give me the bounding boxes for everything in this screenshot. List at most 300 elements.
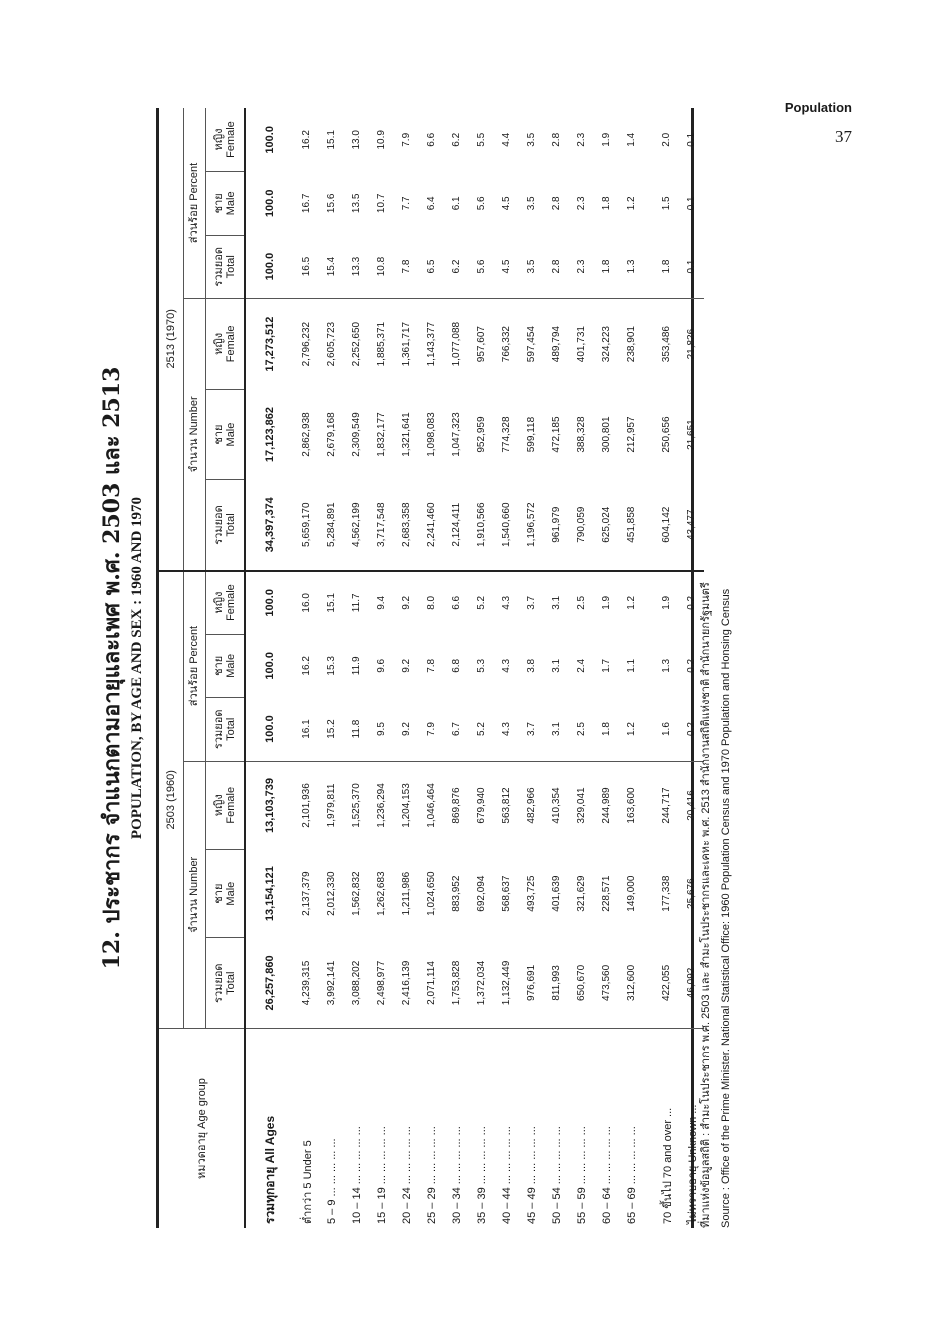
subheader-total-english: Total <box>224 255 237 279</box>
subheader-total-english: Total <box>224 717 237 741</box>
value-cell: 6.8 <box>451 658 462 673</box>
value-cell: 10.7 <box>376 193 387 214</box>
subheader-total-english: Total <box>224 513 237 537</box>
value-cell: 15.1 <box>326 130 337 150</box>
spacer-cell <box>644 389 654 480</box>
value-cell: 2.8 <box>551 259 562 274</box>
value-cell: 774,328 <box>501 416 512 453</box>
value-cell: 6.5 <box>426 259 437 274</box>
value-cell: 13.0 <box>351 130 362 150</box>
subheader-total-english: Total <box>224 971 237 995</box>
value-cell: 9.2 <box>401 722 412 736</box>
value-cell: 100.0 <box>264 189 276 218</box>
value-cell: 482,966 <box>519 761 544 849</box>
table-row <box>319 108 344 1228</box>
spacer-cell <box>644 634 654 697</box>
value-cell: 6.2 <box>451 259 462 274</box>
value-cell: 2,101,936 <box>294 761 319 849</box>
value-cell: 250,656 <box>661 416 672 453</box>
value-cell: 401,639 <box>551 875 562 912</box>
number-1960-header: จำนวน Number <box>183 761 205 1028</box>
subheader-total <box>205 235 245 298</box>
value-cell: 2,252,650 <box>344 299 369 390</box>
subheader-total <box>205 480 245 571</box>
value-cell: 10.9 <box>376 130 387 150</box>
age-group-cell: 15 – 19 ... ... ... ... ... <box>369 1029 394 1228</box>
age-group-cell: 10 – 14 ... ... ... ... ... <box>344 1029 369 1228</box>
value-cell: 563,812 <box>494 761 519 849</box>
table-title <box>98 108 148 1228</box>
value-cell: 244,717 <box>654 761 679 849</box>
age-group-cell: 60 – 64 ... ... ... ... ... <box>594 1029 619 1228</box>
table-row-total <box>245 108 294 1228</box>
value-cell: 2,124,411 <box>451 502 462 547</box>
value-cell: 25,676 <box>686 878 697 909</box>
value-cell: 957,607 <box>469 299 494 390</box>
table-row <box>619 108 644 1228</box>
value-cell: 100.0 <box>245 571 294 635</box>
value-cell: 15.6 <box>326 193 337 214</box>
value-cell: 1.7 <box>601 658 612 673</box>
page-header <box>785 100 852 147</box>
value-cell: 650,670 <box>576 964 587 1002</box>
value-cell: 5.6 <box>476 259 487 274</box>
value-cell: 5.2 <box>476 722 487 736</box>
table-row <box>344 108 369 1228</box>
age-group-cell: 50 – 54 ... ... ... ... ... <box>544 1029 569 1228</box>
value-cell: 15.1 <box>319 571 344 635</box>
subheader-male-thai: ชาย <box>212 655 225 676</box>
value-cell: 177,338 <box>661 875 672 912</box>
value-cell: 1.8 <box>601 196 612 211</box>
value-cell: 4.4 <box>501 132 512 147</box>
table-body <box>245 108 704 1228</box>
value-cell: 100.0 <box>264 715 276 743</box>
value-cell: 7.9 <box>426 722 437 736</box>
value-cell: 976,691 <box>526 964 537 1002</box>
value-cell: 1,047,323 <box>451 412 462 457</box>
value-cell: 2,071,114 <box>426 961 437 1005</box>
value-cell: 5.6 <box>476 196 487 211</box>
subheader-total-thai: รวมยอด <box>212 963 225 1003</box>
value-cell: 2.4 <box>576 658 587 673</box>
value-cell: 2,241,460 <box>426 502 437 547</box>
table-row <box>394 108 419 1228</box>
spacer-cell <box>644 235 654 298</box>
population-table-frame <box>156 108 699 1228</box>
value-cell: 15.4 <box>326 256 337 277</box>
subheader-female-english: Female <box>224 584 237 621</box>
value-cell: 6.7 <box>451 722 462 736</box>
value-cell: 766,332 <box>494 299 519 390</box>
value-cell: 1.8 <box>661 259 672 274</box>
value-cell: 679,940 <box>469 761 494 849</box>
subheader-male-thai: ชาย <box>212 193 225 214</box>
value-cell: 388,328 <box>576 416 587 453</box>
value-cell: 324,223 <box>594 299 619 390</box>
value-cell: 4.5 <box>501 259 512 274</box>
value-cell: 473,560 <box>601 964 612 1002</box>
value-cell: 0.1 <box>686 259 697 274</box>
value-cell: 472,185 <box>551 416 562 453</box>
value-cell: 11.8 <box>351 719 362 739</box>
spacer-cell <box>644 108 654 172</box>
value-cell: 2,012,330 <box>326 871 337 916</box>
table-row <box>594 108 619 1228</box>
value-cell: 9.2 <box>394 571 419 635</box>
subheader-total-thai: รวมยอด <box>212 709 225 750</box>
value-cell: 16.5 <box>301 256 312 277</box>
value-cell: 1.6 <box>661 722 672 736</box>
value-cell: 493,725 <box>526 875 537 912</box>
value-cell: 0.2 <box>686 722 697 736</box>
value-cell: 1,372,034 <box>476 960 487 1006</box>
subheader-male <box>205 634 245 697</box>
value-cell: 1.9 <box>601 132 612 147</box>
value-cell: 2.3 <box>576 196 587 211</box>
value-cell: 26,257,860 <box>264 955 276 1011</box>
value-cell: 625,024 <box>601 506 612 543</box>
value-cell: 9.2 <box>401 658 412 673</box>
value-cell: 1,262,683 <box>376 871 387 916</box>
subheader-male-english: Male <box>224 422 237 447</box>
value-cell: 3.8 <box>526 658 537 673</box>
value-cell: 7.8 <box>401 259 412 274</box>
table-row <box>654 108 679 1228</box>
year-1970-header: 2513 (1970) <box>159 108 183 571</box>
value-cell: 21,826 <box>679 299 704 390</box>
spacer-cell <box>644 480 654 571</box>
value-cell: 100.0 <box>264 652 276 680</box>
value-cell: 6.2 <box>451 132 462 147</box>
value-cell: 1,979,811 <box>319 761 344 849</box>
value-cell: 5,284,891 <box>326 502 337 547</box>
value-cell: 7.7 <box>401 196 412 211</box>
value-cell: 790,059 <box>576 506 587 543</box>
value-cell: 16.2 <box>301 656 312 676</box>
number-1970-header: จำนวน Number <box>183 299 205 571</box>
value-cell: 16.0 <box>294 571 319 635</box>
value-cell: 329,041 <box>569 761 594 849</box>
value-cell: 212,957 <box>626 416 637 453</box>
year-1960-header: 2503 (1960) <box>159 571 183 1029</box>
table-row <box>469 108 494 1228</box>
value-cell: 3.5 <box>526 132 537 147</box>
value-cell: 5,659,170 <box>301 502 312 547</box>
value-cell: 1,885,371 <box>369 299 394 390</box>
value-cell: 410,354 <box>544 761 569 849</box>
value-cell: 2.5 <box>569 571 594 635</box>
subheader-female <box>205 571 245 635</box>
value-cell: 1.2 <box>619 571 644 635</box>
subheader-total <box>205 938 245 1029</box>
value-cell: 1,832,177 <box>376 412 387 457</box>
value-cell: 1,753,828 <box>451 960 462 1006</box>
age-group-cell: 65 – 69 ... ... ... ... ... <box>619 1029 644 1228</box>
value-cell: 2,498,977 <box>376 960 387 1006</box>
value-cell: 17,123,862 <box>264 407 276 463</box>
value-cell: 1.3 <box>626 259 637 274</box>
running-head: Population <box>784 100 852 115</box>
value-cell: 238,901 <box>619 299 644 390</box>
percent-1970-header: ส่วนร้อย Percent <box>183 108 205 299</box>
value-cell: 2.3 <box>576 259 587 274</box>
age-group-cell: ต่ำกว่า 5 Under 5 <box>294 1029 319 1228</box>
value-cell: 604,142 <box>661 506 672 543</box>
rotated-table-page <box>98 108 768 1228</box>
spacer-cell <box>644 761 654 849</box>
value-cell: 1,910,566 <box>476 502 487 547</box>
value-cell: 100.0 <box>264 252 276 281</box>
age-group-cell: 25 – 29 ... ... ... ... ... <box>419 1029 444 1228</box>
value-cell: 1.9 <box>594 571 619 635</box>
value-cell: 1,024,650 <box>426 871 437 916</box>
source-note <box>696 108 736 1228</box>
value-cell: 21,651 <box>686 419 697 450</box>
value-cell: 353,486 <box>654 299 679 390</box>
value-cell: 2,605,723 <box>319 299 344 390</box>
value-cell: 9.4 <box>369 571 394 635</box>
value-cell: 16.7 <box>301 193 312 214</box>
value-cell: 2.5 <box>576 722 587 736</box>
age-group-cell: 45 – 49 ... ... ... ... ... <box>519 1029 544 1228</box>
value-cell: 43,477 <box>686 509 697 541</box>
value-cell: 599,118 <box>526 416 537 453</box>
table-row <box>369 108 394 1228</box>
value-cell: 3.5 <box>526 196 537 211</box>
value-cell: 692,094 <box>476 875 487 912</box>
subheader-male-english: Male <box>224 881 237 906</box>
value-cell: 321,629 <box>576 875 587 912</box>
table-row <box>294 108 319 1228</box>
value-cell: 13,154,121 <box>264 866 276 922</box>
value-cell: 1.4 <box>626 132 637 147</box>
subheader-male <box>205 172 245 235</box>
value-cell: 2,683,358 <box>401 502 412 547</box>
value-cell: 869,876 <box>444 761 469 849</box>
value-cell: 1.8 <box>601 259 612 274</box>
value-cell: 1,077,088 <box>444 299 469 390</box>
subheader-female <box>205 761 245 849</box>
table-row <box>519 108 544 1228</box>
value-cell: 5.2 <box>469 571 494 635</box>
age-group-header: หมวดอายุ Age group <box>159 1029 245 1228</box>
value-cell: 0.1 <box>686 196 697 211</box>
value-cell: 961,979 <box>551 506 562 543</box>
subheader-total-thai: รวมยอด <box>212 247 225 287</box>
subheader-male-english: Male <box>224 653 237 678</box>
value-cell: 6.1 <box>451 196 462 211</box>
value-cell: 0.2 <box>679 571 704 635</box>
value-cell: 568,637 <box>501 875 512 912</box>
value-cell: 11.7 <box>344 571 369 635</box>
age-group-cell: 70 ขึ้นไป 70 and over ... <box>654 1029 679 1228</box>
subheader-male-english: Male <box>224 191 237 216</box>
value-cell: 2.0 <box>661 132 672 147</box>
value-cell: 7.8 <box>426 658 437 673</box>
spacer-cell <box>644 698 654 761</box>
value-cell: 9.6 <box>376 658 387 673</box>
value-cell: 2.3 <box>576 132 587 147</box>
value-cell: 2,416,139 <box>401 960 412 1006</box>
value-cell: 15.3 <box>326 656 337 676</box>
subheader-female-thai: หญิง <box>212 794 225 817</box>
value-cell: 1,562,832 <box>351 871 362 916</box>
table-row <box>419 108 444 1228</box>
value-cell: 6.6 <box>426 132 437 147</box>
value-cell: 16.2 <box>301 130 312 150</box>
value-cell: 13.5 <box>351 193 362 214</box>
value-cell: 20,416 <box>679 761 704 849</box>
value-cell: 1.1 <box>626 658 637 673</box>
value-cell: 1,236,294 <box>369 761 394 849</box>
value-cell: 401,731 <box>569 299 594 390</box>
value-cell: 4,562,199 <box>351 502 362 547</box>
value-cell: 451,858 <box>626 506 637 543</box>
value-cell: 13,103,739 <box>245 761 294 849</box>
age-group-cell: ไม่ทราบอายุ Unknown ... <box>679 1029 704 1228</box>
spacer-cell <box>644 849 654 937</box>
value-cell: 17,273,512 <box>245 299 294 390</box>
subheader-female-thai: หญิง <box>212 591 225 614</box>
value-cell: 7.9 <box>401 132 412 147</box>
population-table <box>159 108 704 1228</box>
value-cell: 952,959 <box>476 416 487 453</box>
value-cell: 3.7 <box>519 571 544 635</box>
value-cell: 1,321,641 <box>401 412 412 457</box>
age-group-cell: 20 – 24 ... ... ... ... ... <box>394 1029 419 1228</box>
spacer-row <box>644 108 654 1228</box>
value-cell: 1,132,449 <box>501 960 512 1006</box>
title-thai: 12. ประชากร จำแนกตามอายุและเพศ พ.ศ. 2503 และ 2513 <box>99 366 125 970</box>
age-group-cell: 35 – 39 ... ... ... ... ... <box>469 1029 494 1228</box>
value-cell: 1,196,572 <box>526 502 537 547</box>
value-cell: 8.0 <box>419 571 444 635</box>
spacer-cell <box>644 299 654 390</box>
value-cell: 4.3 <box>494 571 519 635</box>
source-english: Source : Office of the Prime Minister. National Statistical Office: 1960 Population Census and 1970 Population and Honsing Census <box>720 588 732 1228</box>
value-cell: 6.4 <box>426 196 437 211</box>
subheader-male <box>205 849 245 937</box>
value-cell: 13.3 <box>351 256 362 277</box>
value-cell: 3.5 <box>526 259 537 274</box>
age-group-cell: 30 – 34 ... ... ... ... ... <box>444 1029 469 1228</box>
subheader-female <box>205 108 245 172</box>
value-cell: 5.5 <box>476 132 487 147</box>
value-cell: 46,092 <box>686 967 697 999</box>
value-cell: 4.5 <box>501 196 512 211</box>
value-cell: 4.3 <box>501 722 512 736</box>
age-group-cell: 55 – 59 ... ... ... ... ... <box>569 1029 594 1228</box>
value-cell: 3,717,548 <box>376 502 387 547</box>
value-cell: 2,679,168 <box>326 412 337 457</box>
value-cell: 1,046,464 <box>419 761 444 849</box>
spacer-cell <box>644 571 654 635</box>
table-row <box>569 108 594 1228</box>
value-cell: 3.1 <box>551 722 562 736</box>
subheader-female-english: Female <box>224 121 237 158</box>
percent-1960-header: ส่วนร้อย Percent <box>183 571 205 761</box>
age-group-cell: 40 – 44 ... ... ... ... ... <box>494 1029 519 1228</box>
subheader-female-thai: หญิง <box>212 332 225 355</box>
subheader-female-thai: หญิง <box>212 128 225 151</box>
value-cell: 228,571 <box>601 875 612 912</box>
value-cell: 1.9 <box>654 571 679 635</box>
value-cell: 100.0 <box>264 126 276 154</box>
subheader-female-english: Female <box>224 325 237 363</box>
value-cell: 422,055 <box>661 964 672 1002</box>
subheader-female <box>205 299 245 390</box>
value-cell: 1.5 <box>661 196 672 211</box>
value-cell: 1,204,153 <box>394 761 419 849</box>
page-number: 37 <box>835 127 852 146</box>
value-cell: 597,454 <box>519 299 544 390</box>
value-cell: 1.2 <box>626 196 637 211</box>
value-cell: 883,952 <box>451 875 462 912</box>
value-cell: 2,862,938 <box>301 412 312 457</box>
value-cell: 1,540,660 <box>501 502 512 547</box>
spacer-cell <box>644 1029 654 1228</box>
title-english: POPULATION, BY AGE AND SEX : 1960 AND 1970 <box>129 496 145 840</box>
value-cell: 9.5 <box>376 722 387 736</box>
value-cell: 34,397,374 <box>264 497 276 553</box>
age-group-cell: 5 – 9 ... ... ... ... ... <box>319 1029 344 1228</box>
subheader-total <box>205 698 245 761</box>
subheader-total-thai: รวมยอด <box>212 505 225 545</box>
value-cell: 6.6 <box>444 571 469 635</box>
value-cell: 2,137,379 <box>301 871 312 916</box>
value-cell: 5.3 <box>476 658 487 673</box>
subheader-male-thai: ชาย <box>212 424 225 445</box>
value-cell: 811,993 <box>551 965 562 1001</box>
subheader-male <box>205 389 245 480</box>
value-cell: 2,309,549 <box>351 412 362 457</box>
value-cell: 1,143,377 <box>419 299 444 390</box>
table-row <box>544 108 569 1228</box>
value-cell: 0.1 <box>686 132 697 147</box>
subheader-male-thai: ชาย <box>212 883 225 904</box>
value-cell: 1,211,986 <box>401 871 412 916</box>
value-cell: 312,600 <box>626 964 637 1002</box>
source-thai: ที่มาแห่งข้อมูลสถิติ : สำมะโนประชากร พ.ศ. 2503 และ สำมะโนประชากรและเคหะ พ.ศ. 2513 สำนักงานสถิติแห่งชาติ สำนักนายกรัฐมนตรี <box>700 582 712 1228</box>
value-cell: 244,989 <box>594 761 619 849</box>
value-cell: 3.1 <box>551 658 562 673</box>
value-cell: 163,600 <box>619 761 644 849</box>
value-cell: 1,098,083 <box>426 412 437 457</box>
value-cell: 16.1 <box>301 719 312 739</box>
value-cell: 0.2 <box>686 658 697 673</box>
value-cell: 4,239,315 <box>301 960 312 1006</box>
value-cell: 3,992,141 <box>326 960 337 1006</box>
table-row <box>444 108 469 1228</box>
spacer-cell <box>644 172 654 235</box>
value-cell: 149,000 <box>626 875 637 912</box>
value-cell: 2,796,232 <box>294 299 319 390</box>
value-cell: 1.3 <box>661 658 672 673</box>
value-cell: 489,794 <box>544 299 569 390</box>
value-cell: 3,088,202 <box>351 960 362 1006</box>
value-cell: 1,525,370 <box>344 761 369 849</box>
value-cell: 4.3 <box>501 658 512 673</box>
value-cell: 2.8 <box>551 196 562 211</box>
value-cell: 3.1 <box>544 571 569 635</box>
value-cell: 1.2 <box>626 722 637 736</box>
value-cell: 11.9 <box>351 656 362 676</box>
value-cell: 10.8 <box>376 256 387 277</box>
value-cell: 1,361,717 <box>394 299 419 390</box>
spacer-cell <box>644 938 654 1029</box>
age-group-cell: รวมทุกอายุ All Ages <box>245 1029 294 1228</box>
